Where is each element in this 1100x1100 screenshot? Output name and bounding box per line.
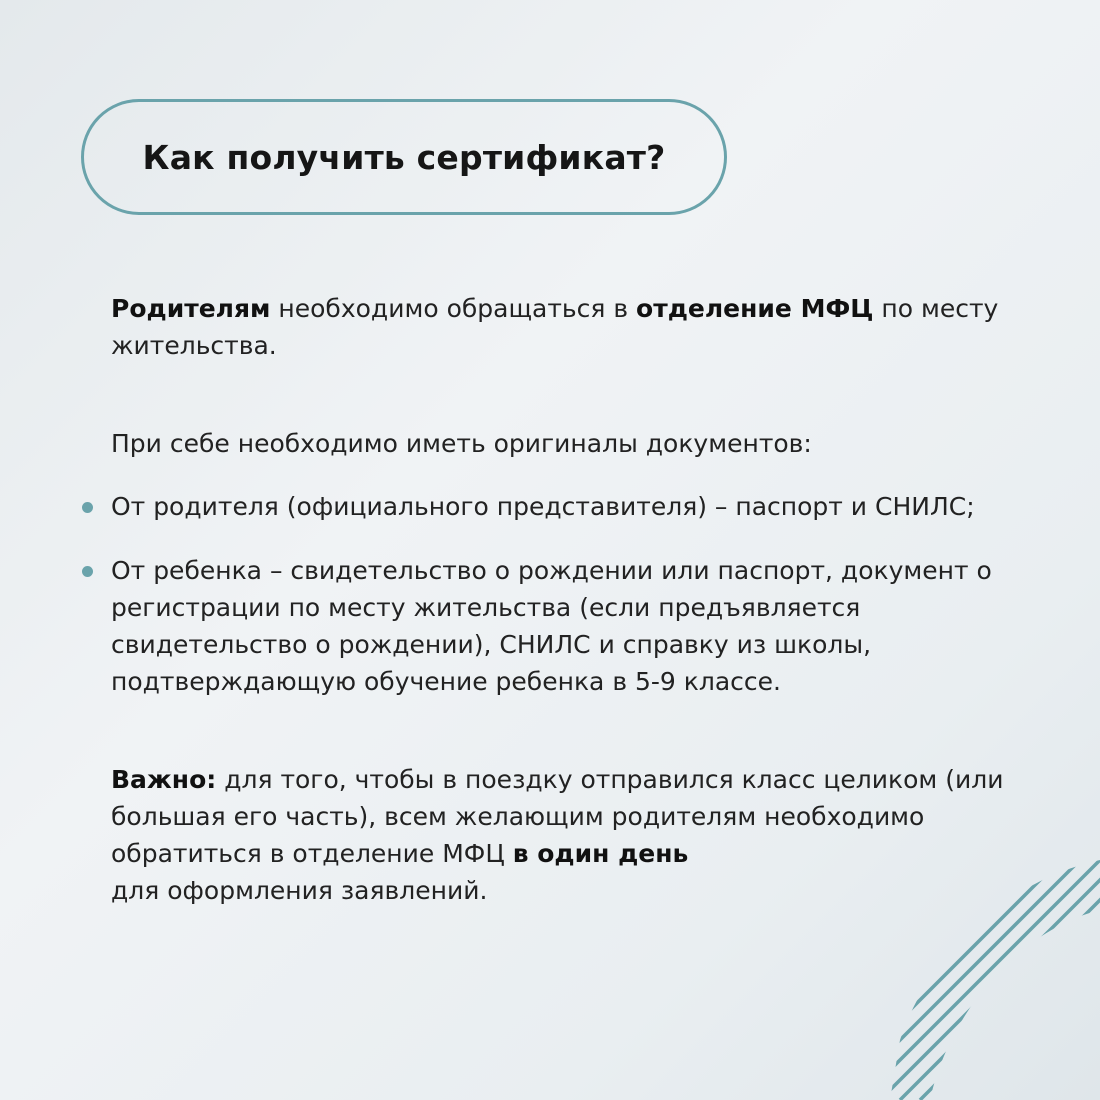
intro-bold-mfc: отделение МФЦ xyxy=(636,294,874,323)
list-item xyxy=(78,488,1008,525)
diagonal-stripes-icon xyxy=(860,840,1100,1100)
bullet-dot-icon xyxy=(82,502,93,513)
intro-text-1: необходимо обращаться в xyxy=(270,294,637,323)
important-text-1: для того, чтобы в поездку отправился класс целиком (или большая его часть), всем желающим родителям необходимо обратиться в отделение МФЦ xyxy=(111,765,1004,868)
intro-paragraph xyxy=(111,290,1011,364)
important-text-2: для оформления заявлений. xyxy=(111,876,488,905)
bullet-dot-icon xyxy=(82,566,93,577)
intro-text-2: по месту жительства. xyxy=(111,294,999,360)
list-item-text: От родителя (официального представителя) – паспорт и СНИЛС; xyxy=(111,492,975,521)
important-label: Важно: xyxy=(111,765,217,794)
list-item xyxy=(78,552,1008,700)
documents-heading: При себе необходимо иметь оригиналы документов: xyxy=(111,429,812,458)
title-pill xyxy=(81,99,727,215)
important-bold-one-day: в один день xyxy=(512,839,689,868)
documents-list xyxy=(78,488,1008,727)
list-item-text: От ребенка – свидетельство о рождении или паспорт, документ о регистрации по месту жительства (если предъявляется свидетельство о рождении), СНИЛС и справку из школы, подтверждающую обучение ребенка в 5-9 классе. xyxy=(111,556,992,696)
intro-bold-parents: Родителям xyxy=(111,294,271,323)
page-title: Как получить сертификат? xyxy=(142,137,666,177)
